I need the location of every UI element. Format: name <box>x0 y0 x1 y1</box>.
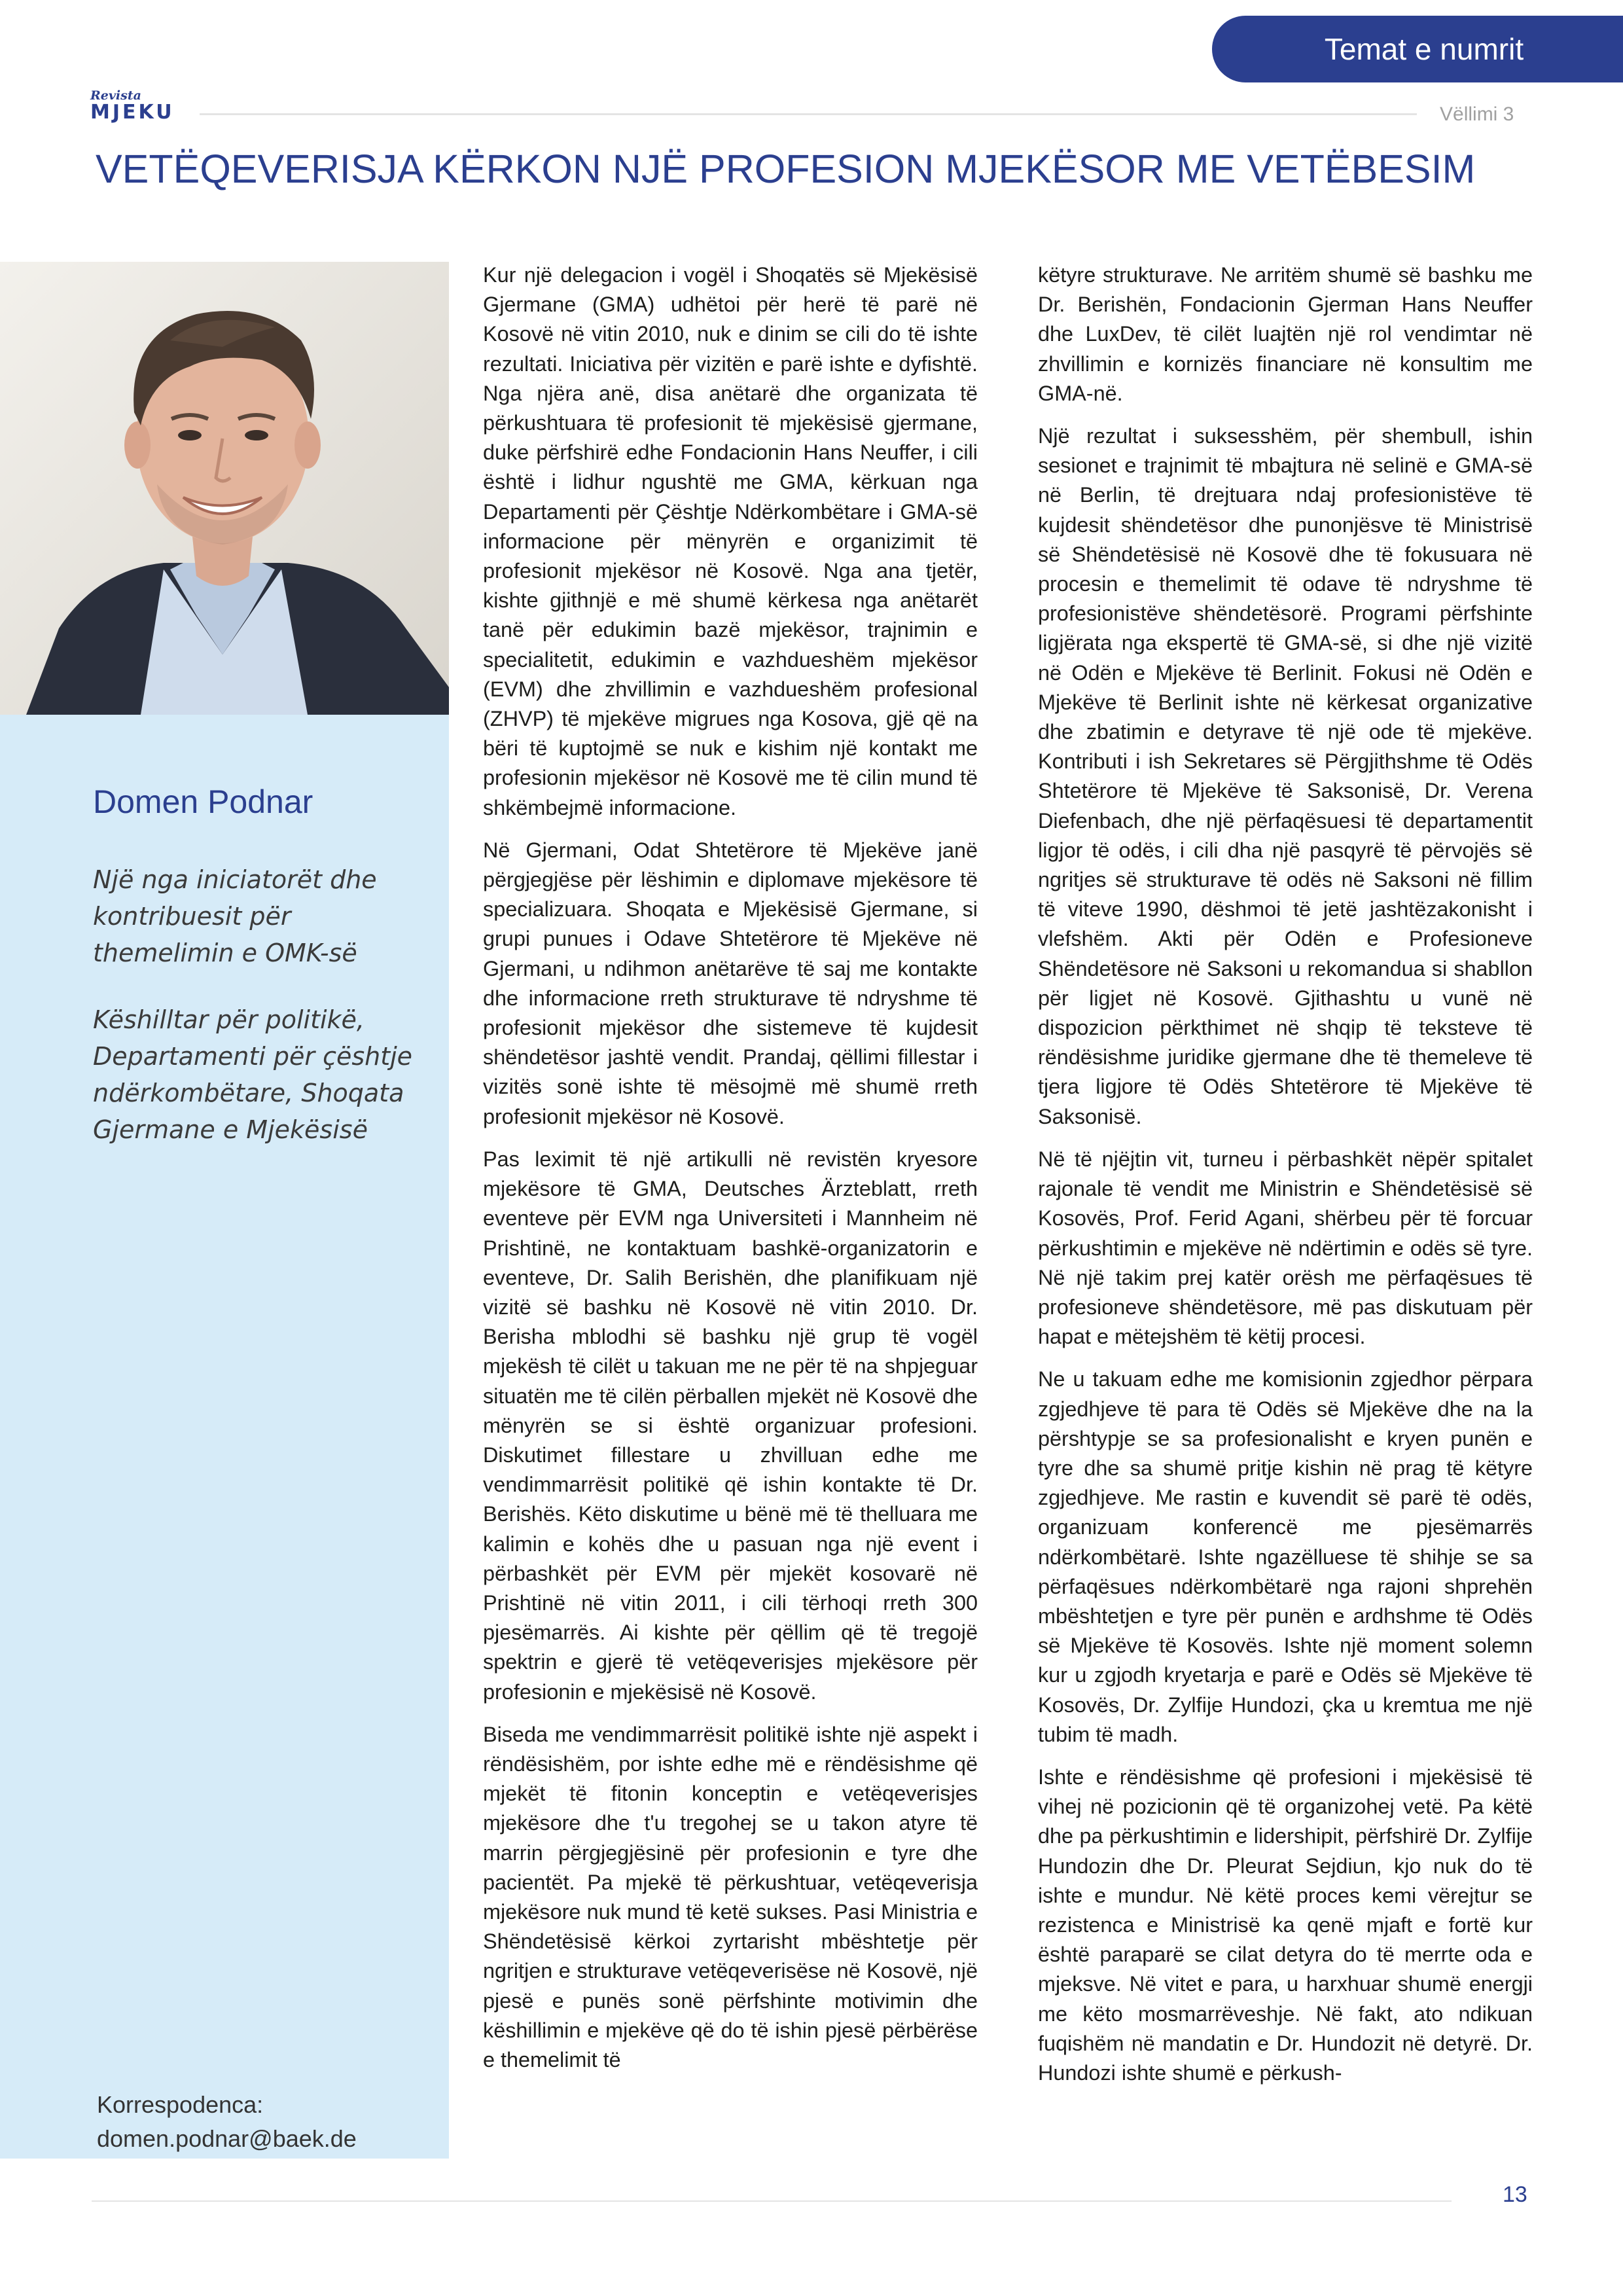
magazine-logo <box>90 89 175 123</box>
header-divider <box>200 113 1417 115</box>
author-email: domen.podnar@baek.de <box>97 2125 357 2152</box>
correspondence-label: Korrespodenca: <box>97 2091 264 2118</box>
paragraph: Biseda me vendimmarrësit politikë ishte një aspekt i rëndësishëm, por ishte edhe më e rëndësishme që mjekët të fitonin konceptin e vetëqeverisjes mjekësore dhe t'u tregohej se u takon atyre të marrin përgjegjësinë për profesionin e tyre dhe pacientët. Pa mjekë të përkushtuar, vetëqeverisja mjekësore nuk mund të ketë sukses. Pasi Ministria e Shëndetësisë kërkoi zyrtarisht mbështetje për ngritjen e strukturave vetëqeverisëse në Kosovë, një pjesë e punës sonë përfshinte motivimin dhe këshillimin e mjekëve që do të ishin pjesë përbërëse e themelimit të <box>483 1722 978 2072</box>
body-column-2 <box>1038 260 1533 2145</box>
author-name: Domen Podnar <box>93 783 313 820</box>
paragraph: Në Gjermani, Odat Shtetërore të Mjekëve janë përgjegjëse për lëshimin e diplomave mjekësore të specializuara. Shoqata e Mjekësisë Gjermane, si grupi punues i Odave Shtetërore të Mjekëve në Gjermani, u ndihmon anëtarëve të saj me kontakte dhe informacione rreth strukturave të ndryshme të profesionit mjekësor dhe sistemeve të kujdesit shëndetësor jashtë vendit. Prandaj, qëllimi fillestar i vizitës sonë ishte të mësojmë më shumë rreth profesionit mjekësor në Kosovë. <box>483 838 978 1128</box>
volume-label: Vëllimi 3 <box>1440 103 1514 125</box>
paragraph: Ishte e rëndësishme që profesioni i mjekësisë të vihej në pozicionin që të organizohej vetë. Pa këtë dhe pa përkushtimin e lidershipit, përfshirë Dr. Zylfije Hundozin dhe Dr. Pleurat Sejdiun, kjo nuk do të ishte e mundur. Në këtë proces kemi vërejtur se rezistenca e Ministrisë ka qenë mjaft e fortë kur është paraparë se cilat detyra do të merrte oda e mjeksve. Në vitet e para, u harxhuar shumë energji me këto mosmarrëveshje. Në fakt, ato ndikuan fuqishëm në mandatin e Dr. Hundozit në detyrë. Dr. Hundozi ishte shumë e përkush- <box>1038 1765 1533 2085</box>
logo-subtitle: Revista <box>90 88 141 103</box>
paragraph: këtyre strukturave. Ne arritëm shumë së bashku me Dr. Berishën, Fondacionin Gjerman Hans Neuffer dhe LuxDev, të cilët luajtën një rol vendimtar në zhvillimin e kornizës financiare në konsultim me GMA-në. <box>1038 263 1533 405</box>
paragraph: Ne u takuam edhe me komisionin zgjedhor përpara zgjedhjeve të para të Odës së Mjekëve dhe na la përshtypje se sa profesionalisht e kryen punën e tyre dhe sa shumë pritje kishin në prag të këtyre zgjedhjeve. Me rastin e kuvendit së parë të odës, organizuam konferencë me pjesëmarrës ndërkombëtarë. Ishte ngazëlluese të shihje se sa përfaqësues ndërkombëtarë nga rajoni shprehën mbështetjen e tyre për punën e ardhshme të Odës së Mjekëve të Kosovës. Ishte një moment solemn kur u zgjodh kryetarja e parë e Odës së Mjekëve të Kosovës, Dr. Zylfije Hundozi, çka u kremtua me një tubim të madh. <box>1038 1367 1533 1746</box>
author-role-initiator: Një nga iniciatorët dhe kontribuesit për themelimin e OMK-së <box>93 865 377 967</box>
body-column-1 <box>483 260 978 2145</box>
paragraph: Pas leximit të një artikulli në revistën kryesore mjekësore të GMA, Deutsches Ärzteblatt, rreth eventeve për EVM nga Universiteti i Mannheim në Prishtinë, ne kontaktuam bashkë-organizatorin e eventeve, Dr. Salih Berishën, dhe planifikuam një vizitë së bashku në Kosovë në vitin 2010. Dr. Berisha mblodhi së bashku një grup të vogël mjekësh të cilët u takuan me ne për të na shpjeguar situatën me të cilën përballen mjekët në Kosovë dhe mënyrën se si është organizuar profesioni. Diskutimet fillestare u zhvilluan edhe me vendimmarrësit politikë që ishin kontakte të Dr. Berishës. Këto diskutime u bënë më të thelluara me kalimin e kohës dhe u pasuan nga një event i përbashkët për EVM për mjekët kosovarë në Prishtinë në vitin 2011, i cili tërhoqi rreth 300 pjesëmarrës. Ai kishte për qëllim që të tregojë spektrin e gjerë të vetëqeverisjes mjekësore për profesionin e mjekësisë në Kosovë. <box>483 1147 978 1704</box>
logo-title: MJEKU <box>90 101 175 124</box>
paragraph: Një rezultat i suksesshëm, për shembull, ishin sesionet e trajnimit të mbajtura në selinë e GMA-së në Berlin, të drejtuara ndaj profesionistëve të kujdesit shëndetësor dhe punonjësve të Ministrisë së Shëndetësisë në Kosovë dhe të fokusuara në procesin e themelimit të odave të ndryshme të profesionistëve shëndetësorë. Programi përfshinte ligjërata nga ekspertë të GMA-së, si dhe një vizitë në Odën e Mjekëve të Berlinit. Fokusi në Odën e Mjekëve të Berlinit ishte në kërkesat organizative dhe zbatimin e detyrave të një ode të mjekëve. Kontributi i ish Sekretares së Përgjithshme të Odës Shtetërore të Mjekëve të Saksonisë, Dr. Verena Diefenbach, dhe një përfaqësuesi të departamentit ligjor të odës, i cili dha një pasqyrë të përvojës së ngritjes së strukturave të odës në Saksoni në fillim të viteve 1990, dëshmoi të jetë jashtëzakonisht i vlefshëm. Akti për Odën e Profesioneve Shëndetësore në Saksoni u rekomandua si shabllon për ligjet në Kosovë. Gjithashtu u vunë në dispozicion përkthimet në shqip të teksteve të rëndësishme juridike gjermane dhe të themeleve të tjera ligjore të Odës Shtetërore të Mjekëve të Saksonisë. <box>1038 424 1533 1128</box>
author-role-position: Këshilltar për politikë, Departamenti për çështje ndërkombëtare, Shoqata Gjermane e Mjekësisë <box>93 1005 413 1144</box>
footer-divider <box>92 2200 1452 2202</box>
paragraph: Kur një delegacion i vogël i Shoqatës së Mjekësisë Gjermane (GMA) udhëtoi për herë të parë në Kosovë në vitin 2010, nuk e dinim se cili do të ishte rezultati. Iniciativa për vizitën e parë ishte e dyfishtë. Nga njëra anë, disa anëtarë dhe organizata të përkushtuara të profesionit të mjekësisë gjermane, duke përfshirë edhe Fondacionin Hans Neuffer, i cili është i lidhur ngushtë me GMA, kërkuan nga Departamenti për Çështje Ndërkombëtare i GMA-së informacione për mënyrën e organizimit të profesionit mjekësor në Kosovë. Nga ana tjetër, kishte gjithnjë e më shumë kërkesa nga anëtarët tanë për edukimin bazë mjekësor, trajnimin e specialitetit, edukimin e vazhdueshëm mjekësor (EVM) dhe zhvillimin e vazhdueshëm profesional (ZHVP) të mjekëve migrues nga Kosova, gjë që na bëri të kuptojmë se nuk e kishim një kontakt me profesionin mjekësor në Kosovë me të cilin mund të shkëmbejmë informacione. <box>483 263 978 819</box>
article-title: VETËQEVERISJA KËRKON NJË PROFESION MJEKËSOR ME VETËBESIM <box>96 147 1476 191</box>
paragraph: Në të njëjtin vit, turneu i përbashkët nëpër spitalet rajonale të vendit me Ministrin e Shëndetësisë së Kosovës, Prof. Ferid Agani, shërbeu për të forcuar përkushtimin e mjekëve në ndërtimin e odës së tyre. Në një takim prej katër orësh me përfaqësues të profesioneve shëndetësore, më pas diskutuam për hapat e mëtejshëm të këtij procesi. <box>1038 1147 1533 1349</box>
author-photo <box>0 262 449 715</box>
section-tab: Temat e numrit <box>1212 16 1623 82</box>
page-number: 13 <box>1503 2182 1527 2207</box>
correspondence-block <box>97 2088 357 2156</box>
